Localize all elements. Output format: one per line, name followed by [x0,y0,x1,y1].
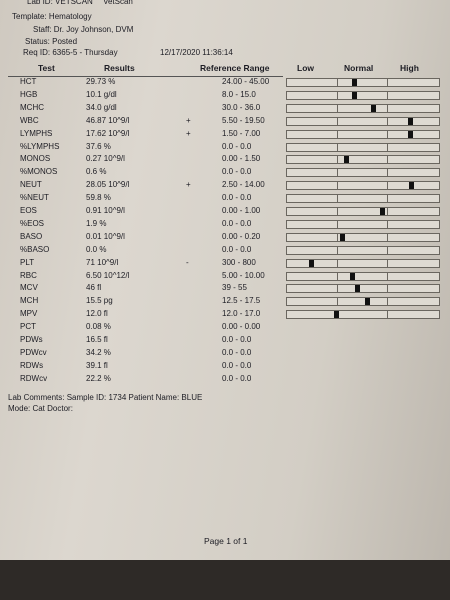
reference-range: 300 - 800 [222,257,256,267]
table-row [0,309,450,321]
table-row [0,167,450,179]
test-result: 0.01 10^9/l [86,231,125,241]
result-marker [350,273,355,280]
test-result: 17.62 10^9/l [86,128,130,138]
reference-range: 0.0 - 0.0 [222,141,252,151]
mode-line: Mode: Cat Doctor: [8,404,73,413]
test-name: %EOS [20,218,45,228]
table-row [0,296,450,308]
abnormal-flag: - [186,257,189,267]
table-row [0,219,450,231]
col-test: Test [38,63,55,73]
result-marker [352,92,357,99]
range-gauge [286,181,440,190]
table-row [0,206,450,218]
result-marker [355,285,360,292]
staff-line [33,25,133,34]
range-gauge [286,155,440,164]
lab-id-label: Lab ID: [27,0,53,6]
col-normal: Normal [344,63,374,73]
table-row [0,90,450,102]
status-value: Posted [52,37,78,46]
reference-range: 0.00 - 0.00 [222,322,261,332]
lab-id-line [27,0,133,6]
test-name: %MONOS [20,167,58,177]
test-result: 28.05 10^9/l [86,180,130,190]
reference-range: 24.00 - 45.00 [222,77,270,86]
report-datetime: 12/17/2020 11:36:14 [160,48,233,57]
range-gauge [286,104,440,113]
lab-comments: Lab Comments: Sample ID: 1734 Patient Name: BLUE [8,393,203,402]
range-gauge [286,220,440,229]
table-row [0,142,450,154]
req-value: 6365-5 - Thursday [52,48,118,57]
table-row [0,322,450,334]
reference-range: 0.0 - 0.0 [222,193,252,203]
test-result: 15.5 pg [86,296,113,306]
lab-id-value: VETSCAN [55,0,93,6]
test-result: 46 fl [86,283,102,293]
table-row [0,361,450,373]
test-result: 29.73 % [86,77,116,86]
template-value: Hematology [48,12,92,21]
test-name: BASO [20,231,43,241]
result-marker [380,208,385,215]
range-gauge [286,246,440,255]
test-name: %BASO [20,244,50,254]
test-name: WBC [20,115,39,125]
range-gauge [286,272,440,281]
reference-range: 39 - 55 [222,283,247,293]
status-label: Status: [25,37,50,46]
table-row [0,116,450,128]
staff-label: Staff: [33,25,52,34]
range-gauge [286,297,440,306]
abnormal-flag: + [186,115,191,125]
test-name: MCHC [20,102,44,112]
col-low: Low [297,63,314,73]
test-result: 34.2 % [86,347,111,357]
table-row [0,374,450,386]
test-name: PCT [20,322,36,332]
table-row [0,245,450,257]
test-name: LYMPHS [20,128,53,138]
abnormal-flag: + [186,128,191,138]
range-gauge [286,130,440,139]
test-name: EOS [20,206,37,215]
range-gauge [286,168,440,177]
test-name: HCT [20,77,37,86]
table-row [0,348,450,360]
test-name: MCH [20,296,39,306]
reference-range: 0.0 - 0.0 [222,360,252,370]
col-high: High [400,63,419,73]
table-row [0,103,450,115]
reference-range: 8.0 - 15.0 [222,89,256,99]
test-result: 12.0 fl [86,309,108,319]
template-label: Template: [12,12,47,21]
range-gauge [286,143,440,152]
test-result: 37.6 % [86,141,111,151]
reference-range: 12.0 - 17.0 [222,309,261,319]
template-line [12,12,92,21]
reference-range: 0.0 - 0.0 [222,167,252,177]
reference-range: 0.0 - 0.0 [222,244,252,254]
col-range: Reference Range [200,63,270,73]
test-result: 71 10^9/l [86,257,119,267]
range-gauge [286,233,440,242]
test-name: PDWcv [20,347,47,357]
reference-range: 1.50 - 7.00 [222,128,261,138]
test-result: 46.87 10^9/l [86,115,130,125]
table-row [0,193,450,205]
range-gauge [286,310,440,319]
range-gauge [286,194,440,203]
reference-range: 30.0 - 36.0 [222,102,261,112]
result-marker [309,260,314,267]
test-result: 22.2 % [86,373,111,383]
table-row [0,77,450,89]
reference-range: 0.0 - 0.0 [222,347,252,357]
test-name: RDWcv [20,373,48,383]
test-result: 59.8 % [86,193,111,203]
result-marker [371,105,376,112]
test-result: 0.27 10^9/l [86,154,125,164]
table-row [0,335,450,347]
result-marker [365,298,370,305]
test-result: 0.08 % [86,322,111,332]
test-result: 0.91 10^9/l [86,206,125,215]
test-name: %LYMPHS [20,141,60,151]
lab-id-extra: VetScan [103,0,133,6]
table-row [0,271,450,283]
background-surface [0,560,450,600]
test-name: PDWs [20,335,43,344]
reference-range: 0.00 - 0.20 [222,231,261,241]
table-row [0,129,450,141]
page-number: Page 1 of 1 [204,536,248,546]
reference-range: 0.00 - 1.00 [222,206,261,215]
reference-range: 12.5 - 17.5 [222,296,261,306]
test-result: 0.0 % [86,244,107,254]
col-results: Results [104,63,135,73]
range-gauge [286,207,440,216]
table-row [0,180,450,192]
status-line [25,37,77,46]
range-gauge [286,117,440,126]
range-gauge [286,91,440,100]
test-name: MCV [20,283,38,293]
table-row [0,154,450,166]
req-line [23,48,118,57]
range-gauge [286,259,440,268]
result-marker [344,156,349,163]
result-marker [409,182,414,189]
test-result: 10.1 g/dl [86,89,117,99]
result-marker [352,79,357,86]
reference-range: 2.50 - 14.00 [222,180,265,190]
table-row [0,283,450,295]
result-marker [408,131,413,138]
req-label: Req ID: [23,48,51,57]
reference-range: 5.50 - 19.50 [222,115,265,125]
table-row [0,258,450,270]
staff-value: Dr. Joy Johnson, DVM [53,25,134,34]
reference-range: 0.0 - 0.0 [222,218,252,228]
test-name: NEUT [20,180,42,190]
test-result: 34.0 g/dl [86,102,117,112]
test-result: 16.5 fl [86,335,108,344]
result-marker [340,234,345,241]
reference-range: 0.0 - 0.0 [222,335,252,344]
table-row [0,232,450,244]
test-result: 39.1 fl [86,360,108,370]
test-name: RDWs [20,360,44,370]
test-name: RBC [20,270,37,280]
test-result: 1.9 % [86,218,107,228]
range-gauge [286,78,440,87]
reference-range: 5.00 - 10.00 [222,270,265,280]
test-name: %NEUT [20,193,49,203]
test-result: 6.50 10^12/l [86,270,130,280]
test-name: MPV [20,309,38,319]
result-marker [334,311,339,318]
result-marker [408,118,413,125]
reference-range: 0.0 - 0.0 [222,373,252,383]
test-result: 0.6 % [86,167,107,177]
test-name: MONOS [20,154,51,164]
test-name: PLT [20,257,35,267]
test-name: HGB [20,89,38,99]
range-gauge [286,284,440,293]
reference-range: 0.00 - 1.50 [222,154,261,164]
abnormal-flag: + [186,180,191,190]
